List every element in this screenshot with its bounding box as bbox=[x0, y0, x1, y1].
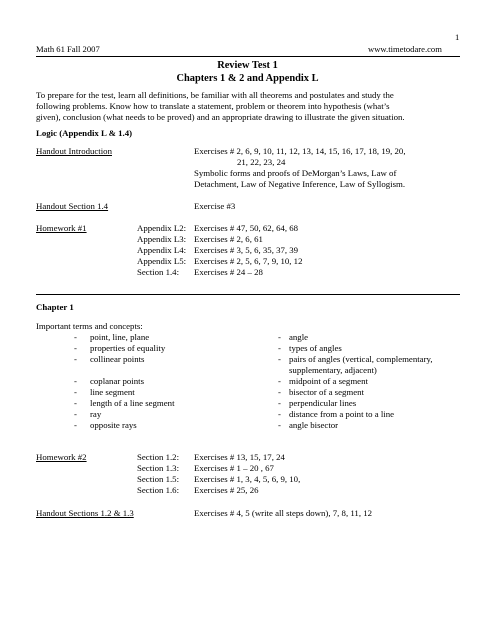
homework1-exercises: Exercises # 24 – 28 bbox=[194, 267, 263, 277]
homework2-exercises: Exercises # 1 – 20 , 67 bbox=[194, 463, 274, 473]
term-item: collinear points bbox=[90, 354, 145, 364]
term-bullet: - bbox=[278, 332, 281, 342]
page-number: 1 bbox=[455, 32, 460, 42]
term-bullet: - bbox=[278, 343, 281, 353]
term-item: length of a line segment bbox=[90, 398, 175, 408]
term-bullet: - bbox=[278, 376, 281, 386]
homework2-section: Section 1.6: bbox=[137, 485, 180, 495]
term-item: properties of equality bbox=[90, 343, 166, 353]
homework2-label: Homework #2 bbox=[36, 452, 87, 462]
term-item: pairs of angles (vertical, complementary, bbox=[289, 354, 433, 364]
homework1-exercises: Exercises # 47, 50, 62, 64, 68 bbox=[194, 223, 299, 233]
term-bullet: - bbox=[278, 420, 281, 430]
term-bullet: - bbox=[74, 420, 77, 430]
term-bullet: - bbox=[278, 387, 281, 397]
term-item: types of angles bbox=[289, 343, 342, 353]
homework2-exercises: Exercises # 25, 26 bbox=[194, 485, 259, 495]
handout-intro-line: 21, 22, 23, 24 bbox=[237, 157, 286, 167]
term-bullet: - bbox=[278, 354, 281, 364]
homework1-label: Homework #1 bbox=[36, 223, 87, 233]
homework1-section: Appendix L5: bbox=[137, 256, 187, 266]
term-item: ray bbox=[90, 409, 102, 419]
intro-line: To prepare for the test, learn all definitions, be familiar with all theorems and postulates and study the bbox=[36, 90, 394, 100]
handout-sections-label: Handout Sections 1.2 & 1.3 bbox=[36, 508, 134, 518]
homework1-section: Appendix L4: bbox=[137, 245, 187, 255]
term-item: bisector of a segment bbox=[289, 387, 364, 397]
handout-section-14-label: Handout Section 1.4 bbox=[36, 201, 109, 211]
handout-section-14-text: Exercise #3 bbox=[194, 201, 236, 211]
term-bullet: - bbox=[278, 409, 281, 419]
homework2-exercises: Exercises # 1, 3, 4, 5, 6, 9, 10, bbox=[194, 474, 301, 484]
handout-intro-line: Symbolic forms and proofs of DeMorgan’s Laws, Law of bbox=[194, 168, 397, 178]
term-bullet: - bbox=[74, 409, 77, 419]
header-website: www.timetodare.com bbox=[368, 44, 442, 54]
term-item: angle bisector bbox=[289, 420, 339, 430]
term-item: line segment bbox=[90, 387, 135, 397]
homework1-section: Appendix L3: bbox=[137, 234, 187, 244]
term-item: midpoint of a segment bbox=[289, 376, 368, 386]
term-bullet: - bbox=[278, 398, 281, 408]
term-item: coplanar points bbox=[90, 376, 144, 386]
page-title: Review Test 1 bbox=[217, 60, 278, 71]
intro-line: given), conclusion (what needs to be proved) and an appropriate drawing to illustrate the given situation. bbox=[36, 112, 405, 122]
handout-intro-line: Exercises # 2, 6, 9, 10, 11, 12, 13, 14, 15, 16, 17, 18, 19, 20, bbox=[194, 146, 406, 156]
chapter1-heading: Chapter 1 bbox=[36, 302, 74, 312]
homework1-section: Appendix L2: bbox=[137, 223, 187, 233]
homework2-section: Section 1.3: bbox=[137, 463, 180, 473]
terms-heading: Important terms and concepts: bbox=[36, 321, 143, 331]
term-item: distance from a point to a line bbox=[289, 409, 395, 419]
term-bullet: - bbox=[74, 387, 77, 397]
homework2-exercises: Exercises # 13, 15, 17, 24 bbox=[194, 452, 285, 462]
term-item: angle bbox=[289, 332, 309, 342]
intro-line: following problems. Know how to translate a statement, problem or theorem into hypothesis (what’s bbox=[36, 101, 390, 111]
term-item: point, line, plane bbox=[90, 332, 150, 342]
term-item: opposite rays bbox=[90, 420, 137, 430]
term-bullet: - bbox=[74, 354, 77, 364]
header-rule bbox=[36, 56, 460, 57]
term-item: supplementary, adjacent) bbox=[289, 365, 377, 375]
header-course: Math 61 Fall 2007 bbox=[36, 44, 100, 54]
section-divider bbox=[36, 294, 460, 295]
homework2-section: Section 1.5: bbox=[137, 474, 180, 484]
homework1-exercises: Exercises # 2, 6, 61 bbox=[194, 234, 263, 244]
homework1-section: Section 1.4: bbox=[137, 267, 180, 277]
homework2-section: Section 1.2: bbox=[137, 452, 180, 462]
term-bullet: - bbox=[74, 376, 77, 386]
page-subtitle: Chapters 1 & 2 and Appendix L bbox=[176, 73, 319, 84]
handout-sections-text: Exercises # 4, 5 (write all steps down), 7, 8, 11, 12 bbox=[194, 508, 373, 518]
logic-heading: Logic (Appendix L & 1.4) bbox=[36, 128, 133, 138]
handout-intro-label: Handout Introduction bbox=[36, 146, 112, 156]
homework1-exercises: Exercises # 2, 5, 6, 7, 9, 10, 12 bbox=[194, 256, 303, 266]
term-bullet: - bbox=[74, 343, 77, 353]
handout-intro-line: Detachment, Law of Negative Inference, Law of Syllogism. bbox=[194, 179, 406, 189]
term-item: perpendicular lines bbox=[289, 398, 357, 408]
term-bullet: - bbox=[74, 332, 77, 342]
term-bullet: - bbox=[74, 398, 77, 408]
homework1-exercises: Exercises # 3, 5, 6, 35, 37, 39 bbox=[194, 245, 299, 255]
